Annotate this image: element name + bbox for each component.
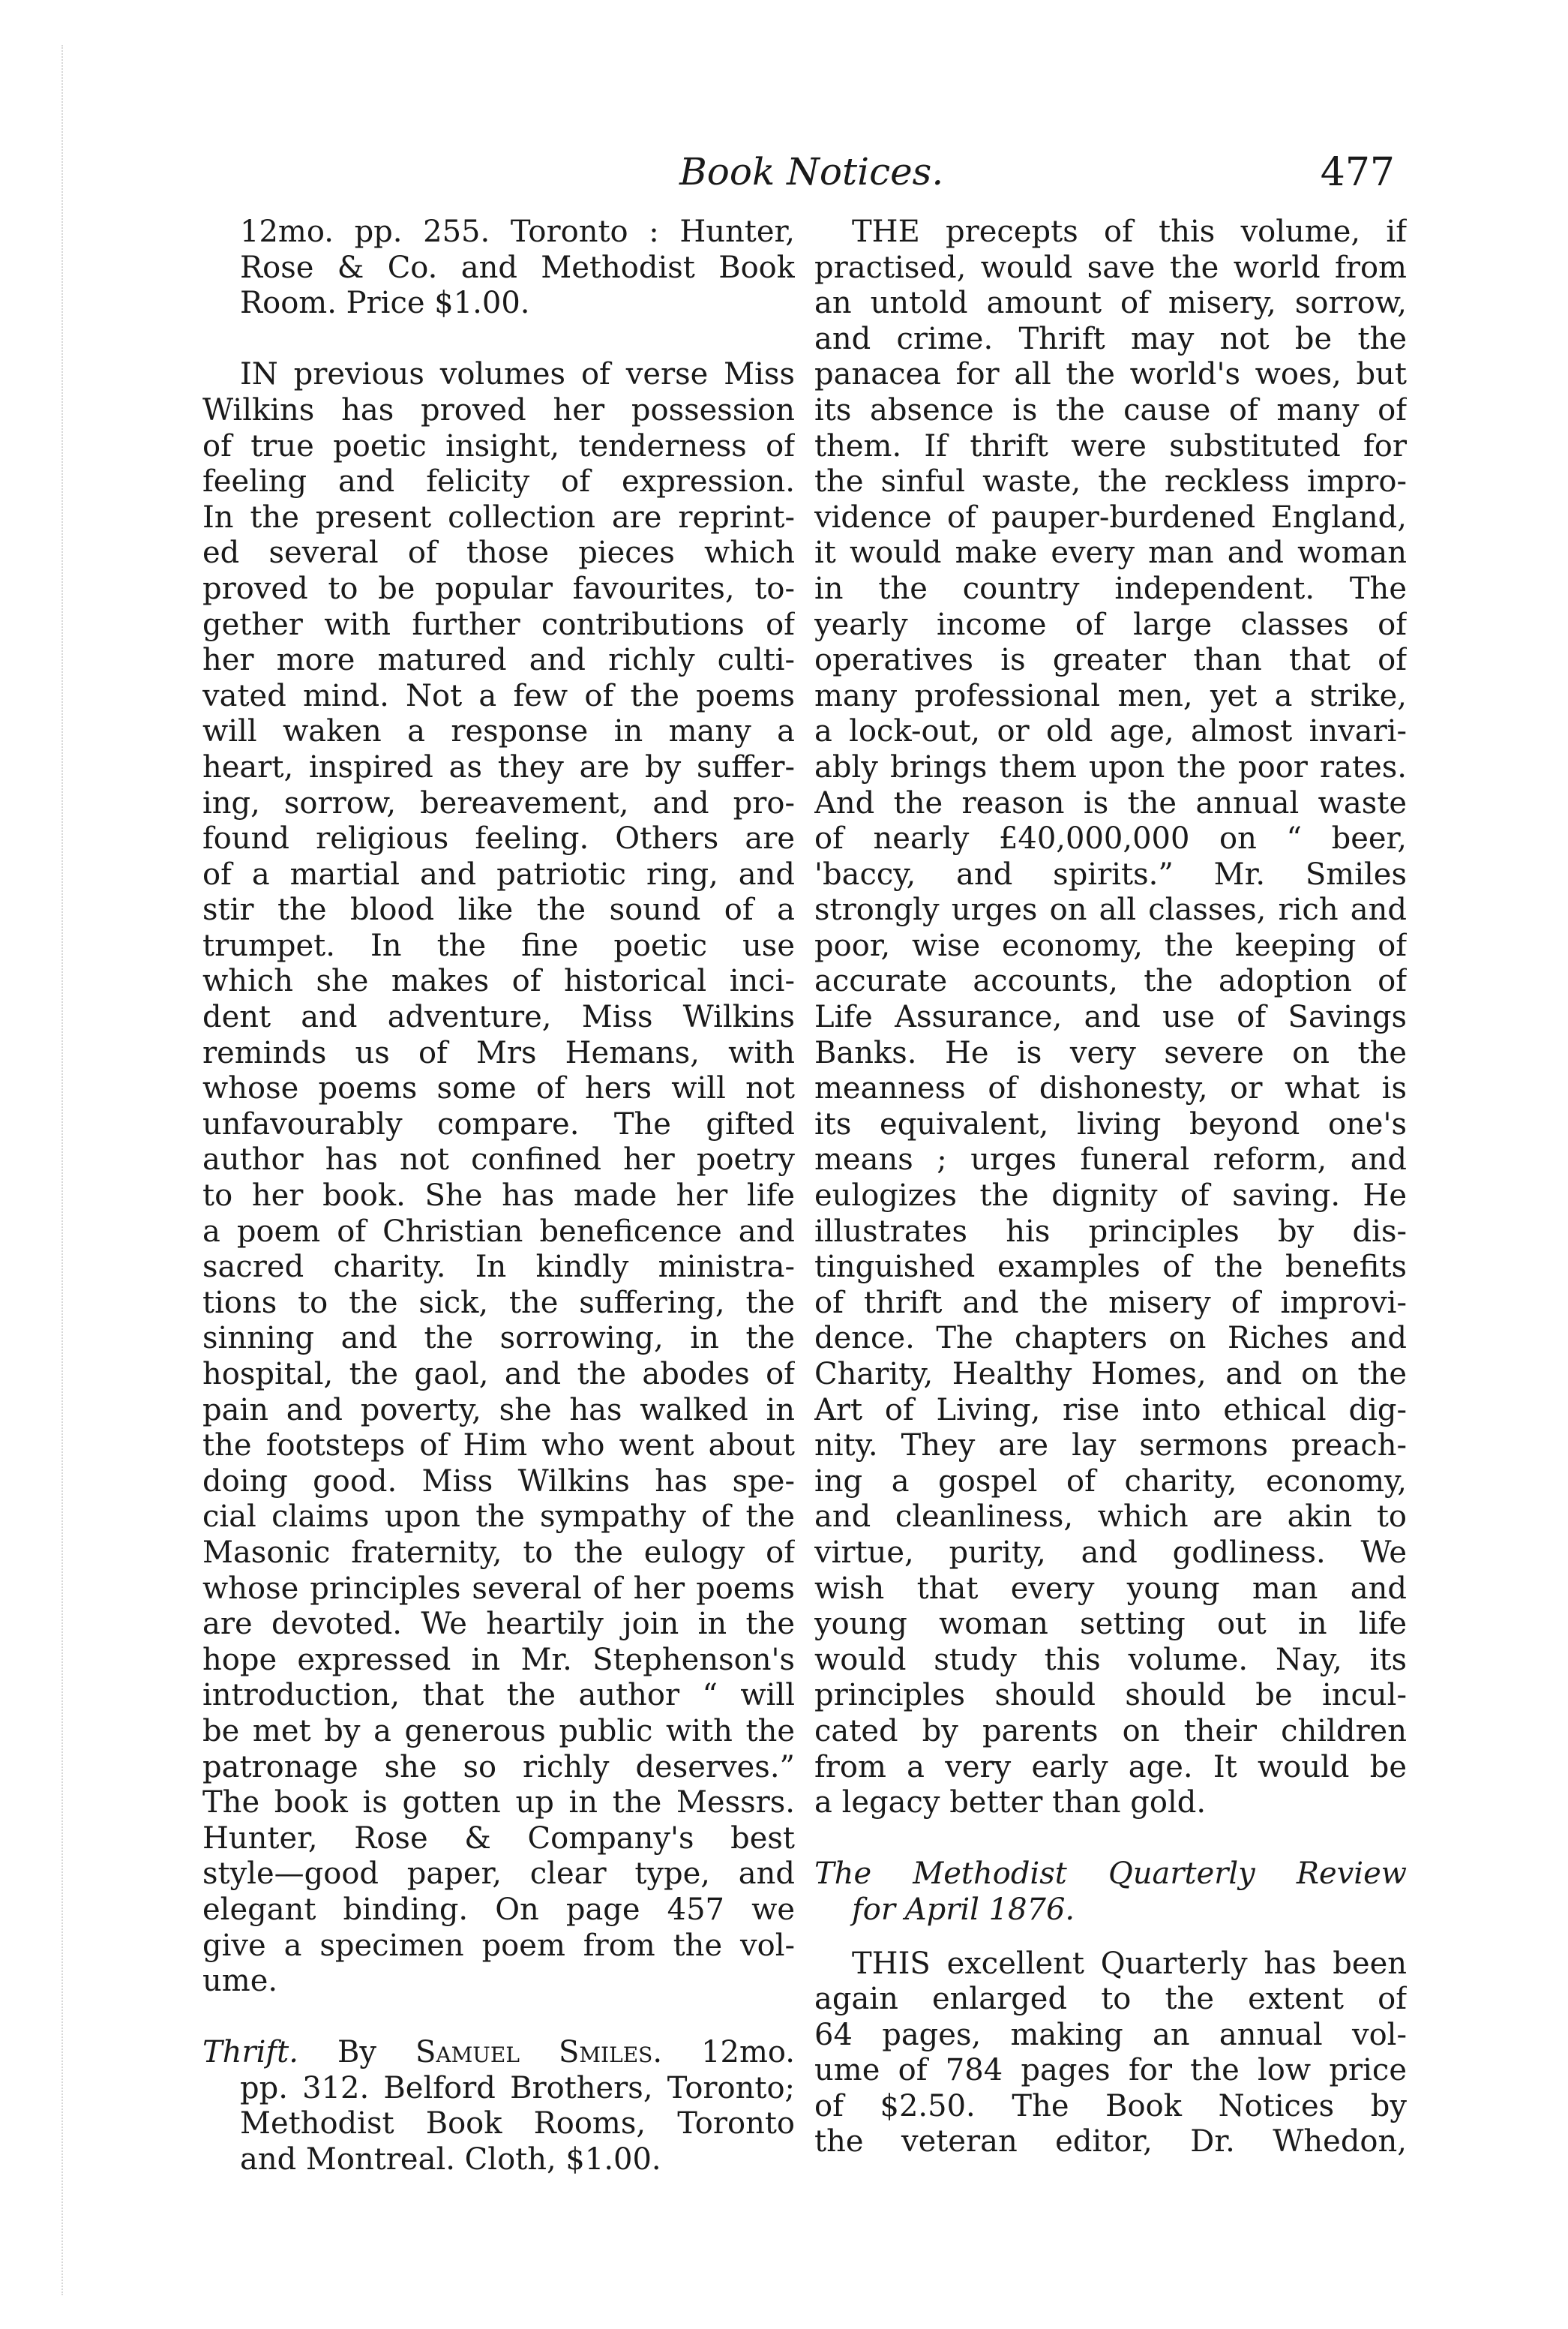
review-line: The book is gotten up in the Messrs. — [202, 1785, 795, 1820]
drop-word: THE — [852, 215, 920, 249]
review-line: stir the blood like the sound of a — [202, 893, 795, 928]
review-line: of nearly £40,000,000 on “ beer, — [814, 821, 1407, 857]
review-line: yearly income of large classes of — [814, 607, 1407, 642]
mqr-heading — [814, 1856, 1407, 1928]
review-line: them. If thrift were substituted for — [814, 428, 1407, 464]
citation-line: Methodist Book Rooms, Toronto — [240, 2106, 795, 2141]
drop-word: THIS — [852, 1946, 931, 1981]
review-line: reminds us of Mrs Hemans, with — [202, 1035, 795, 1070]
page-header — [0, 150, 1568, 203]
review-line: Masonic fraternity, to the eulogy of — [202, 1535, 795, 1570]
review-line: its equivalent, living beyond one's — [814, 1106, 1407, 1142]
review-line: And the reason is the annual waste — [814, 785, 1407, 821]
review-line: cated by parents on their children — [814, 1713, 1407, 1748]
review-line: trumpet. In the fine poetic use — [202, 928, 795, 963]
review-line: the veteran editor, Dr. Whedon, — [814, 2124, 1407, 2159]
review-line: are devoted. We heartily join in the — [202, 1607, 795, 1642]
thrift-review — [814, 215, 1407, 1821]
citation-line: Thrift. By Samuel Smiles. 12mo. — [202, 2035, 795, 2070]
review-line: pain and poverty, she has walked in — [202, 1392, 795, 1427]
review-line: a lock-out, or old age, almost invari- — [814, 714, 1407, 749]
review-line: eulogizes the dignity of saving. He — [814, 1178, 1407, 1214]
review-line: means ; urges funeral reform, and — [814, 1142, 1407, 1178]
review-line: In the present collection are reprint- — [202, 500, 795, 535]
review-line: strongly urges on all classes, rich and — [814, 893, 1407, 928]
thrift-citation — [202, 2035, 795, 2177]
review-line: 'baccy, and spirits.” Mr. Smiles — [814, 857, 1407, 892]
review-line: Banks. He is very severe on the — [814, 1035, 1407, 1070]
review-line: operatives is greater than that of — [814, 643, 1407, 678]
review-line: THIS excellent Quarterly has been — [852, 1946, 1407, 1981]
review-line: meanness of dishonesty, or what is — [814, 1071, 1407, 1106]
review-line: poor, wise economy, the keeping of — [814, 928, 1407, 963]
margin-specks — [61, 45, 85, 2295]
review-line: of true poetic insight, tenderness of — [202, 428, 795, 464]
review-line: of $2.50. The Book Notices by — [814, 2088, 1407, 2123]
review-line: of a martial and patriotic ring, and — [202, 857, 795, 892]
book-author: Samuel Smiles. — [415, 2035, 663, 2070]
drop-word: IN — [240, 357, 278, 392]
review-line: ably brings them upon the poor rates. — [814, 749, 1407, 785]
review-line: 64 pages, making an annual vol- — [814, 2017, 1407, 2052]
review-line: THE precepts of this volume, if — [852, 215, 1407, 249]
heading-line: for April 1876. — [852, 1892, 1075, 1927]
review-line: which she makes of historical inci- — [202, 964, 795, 999]
review-line: to her book. She has made her life — [202, 1178, 795, 1214]
review-line: ume. — [202, 1964, 278, 1999]
review-line: elegant binding. On page 457 we — [202, 1892, 795, 1927]
review-line: panacea for all the world's woes, but — [814, 357, 1407, 392]
review-line: of thrift and the misery of improvi- — [814, 1285, 1407, 1320]
review-line: dence. The chapters on Riches and — [814, 1321, 1407, 1356]
review-line: introduction, that the author “ will — [202, 1678, 795, 1713]
review-line: dent and adventure, Miss Wilkins — [202, 1000, 795, 1035]
review-line: practised, would save the world from — [814, 250, 1407, 285]
review-line: sacred charity. In kindly ministra- — [202, 1250, 795, 1285]
review-line: the sinful waste, the reckless impro- — [814, 464, 1407, 500]
review-line: give a specimen poem from the vol- — [202, 1928, 795, 1963]
citation-line: pp. 312. Belford Brothers, Toronto; — [240, 2070, 795, 2105]
review-line: will waken a response in many a — [202, 714, 795, 749]
review-line: vidence of pauper-burdened England, — [814, 500, 1407, 535]
review-line: a legacy better than gold. — [814, 1785, 1207, 1820]
review-line: found religious feeling. Others are — [202, 821, 795, 857]
review-line: style—good paper, clear type, and — [202, 1856, 795, 1892]
review-line: patronage she so richly deserves.” — [202, 1749, 795, 1784]
review-line: author has not confined her poetry — [202, 1142, 795, 1178]
review-line: Wilkins has proved her possession — [202, 392, 795, 428]
review-line: its absence is the cause of many of — [814, 392, 1407, 428]
review-line: many professional men, yet a strike, — [814, 678, 1407, 713]
review-line: doing good. Miss Wilkins has spe- — [202, 1463, 795, 1499]
review-line: would study this volume. Nay, its — [814, 1642, 1407, 1677]
review-line: a poem of Christian beneficence and — [202, 1214, 795, 1249]
review-line: gether with further contributions of — [202, 607, 795, 642]
review-line: unfavourably compare. The gifted — [202, 1106, 795, 1142]
review-line: and cleanliness, which are akin to — [814, 1499, 1407, 1535]
review-line: accurate accounts, the adoption of — [814, 964, 1407, 999]
review-line: Charity, Healthy Homes, and on the — [814, 1357, 1407, 1391]
review-line: hospital, the gaol, and the abodes of — [202, 1357, 795, 1391]
left-column — [202, 215, 795, 2178]
review-line: ume of 784 pages for the low price — [814, 2053, 1407, 2088]
pub-info-line: 12mo. pp. 255. Toronto : Hunter, — [240, 215, 795, 249]
review-line: again enlarged to the extent of — [814, 1982, 1407, 2017]
review-line: principles should should be incul- — [814, 1678, 1407, 1713]
pub-info-line: Room. Price $1.00. — [240, 286, 530, 321]
review-line: whose poems some of hers will not — [202, 1071, 795, 1106]
review-line: hope expressed in Mr. Stephenson's — [202, 1642, 795, 1677]
review-line: Hunter, Rose & Company's best — [202, 1820, 795, 1856]
review-line: Life Assurance, and use of Savings — [814, 1000, 1407, 1035]
review-line: tinguished examples of the benefits — [814, 1250, 1407, 1285]
review-line: the footsteps of Him who went about — [202, 1428, 795, 1463]
review-line: cial claims upon the sympathy of the — [202, 1499, 795, 1535]
review-line: tions to the sick, the suffering, the — [202, 1285, 795, 1320]
wilkins-review — [202, 357, 795, 1999]
review-line: illustrates his principles by dis- — [814, 1214, 1407, 1249]
review-line: feeling and felicity of expression. — [202, 464, 795, 500]
citation-line: and Montreal. Cloth, $1.00. — [240, 2142, 661, 2177]
review-line: young woman setting out in life — [814, 1607, 1407, 1642]
page-number: 477 — [1320, 150, 1395, 195]
mqr-review — [814, 1946, 1407, 2161]
pub-info-line: Rose & Co. and Methodist Book — [240, 250, 795, 285]
running-title: Book Notices. — [679, 150, 944, 194]
book-title: Thrift. — [202, 2035, 298, 2070]
review-line: proved to be popular favourites, to- — [202, 571, 795, 606]
review-line: ing, sorrow, bereavement, and pro- — [202, 785, 795, 821]
review-line: vated mind. Not a few of the poems — [202, 678, 795, 713]
review-line: Art of Living, rise into ethical dig- — [814, 1392, 1407, 1427]
review-line: heart, inspired as they are by suffer- — [202, 749, 795, 785]
review-line: be met by a generous public with the — [202, 1713, 795, 1748]
review-line: wish that every young man and — [814, 1571, 1407, 1606]
right-column — [814, 215, 1407, 2160]
review-line: whose principles several of her poems — [202, 1571, 795, 1606]
review-line: it would make every man and woman — [814, 536, 1407, 571]
review-line: nity. They are lay sermons preach- — [814, 1428, 1407, 1463]
review-line: sinning and the sorrowing, in the — [202, 1321, 795, 1356]
heading-line: The Methodist Quarterly Review — [814, 1856, 1407, 1892]
review-line: an untold amount of misery, sorrow, — [814, 286, 1407, 321]
review-line: in the country independent. The — [814, 571, 1407, 606]
review-line: from a very early age. It would be — [814, 1749, 1407, 1784]
review-line: IN previous volumes of verse Miss — [240, 357, 795, 392]
review-line: and crime. Thrift may not be the — [814, 321, 1407, 356]
review-line: ing a gospel of charity, economy, — [814, 1463, 1407, 1499]
review-line: her more matured and richly culti- — [202, 643, 795, 678]
review-line: ed several of those pieces which — [202, 536, 795, 571]
pub-info — [202, 215, 795, 322]
review-line: virtue, purity, and godliness. We — [814, 1535, 1407, 1570]
